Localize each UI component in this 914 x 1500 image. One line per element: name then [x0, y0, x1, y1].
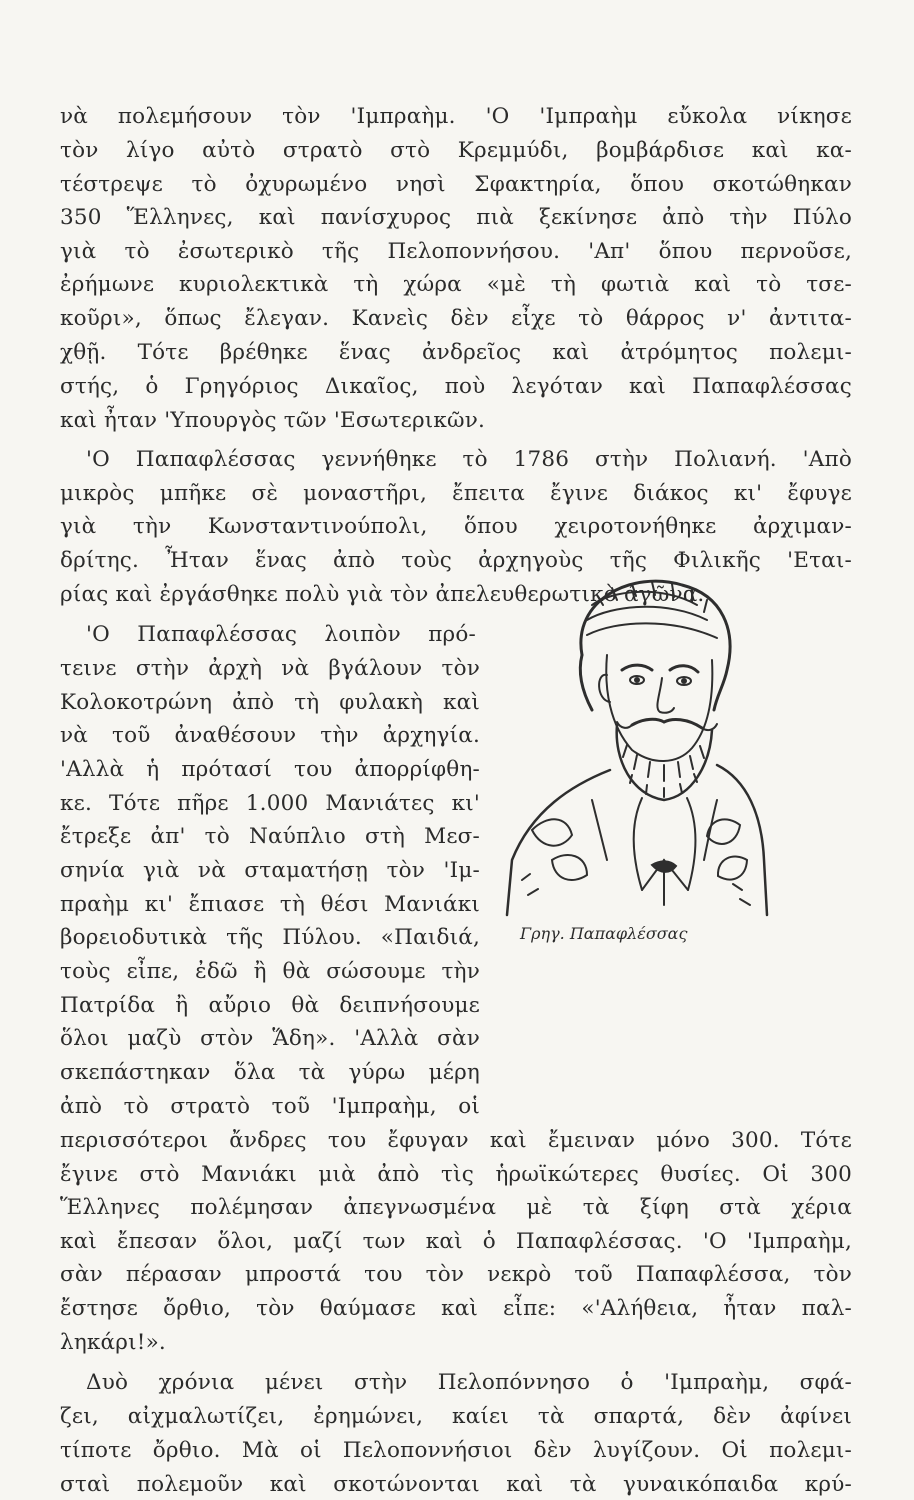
text-line: χθῇ. Τότε βρέθηκε ἕνας ἀνδρεῖος καὶ ἀτρόμητος πολεμι-	[60, 340, 852, 365]
text-line: γιὰ τὴν Κωνσταντινούπολι, ὅπου χειροτονήθηκε ἀρχιμαν-	[60, 514, 852, 539]
portrait-illustration	[492, 560, 772, 920]
text-line: ἐρήμωνε κυριολεκτικὰ τὴ χώρα «μὲ τὴ φωτιὰ καὶ τὸ τσε-	[60, 272, 852, 297]
text-line: μικρὸς μπῆκε σὲ μοναστῆρι, ἔπειτα ἔγινε διάκος κι' ἔφυγε	[60, 481, 852, 506]
text-line: σκεπάστηκαν ὅλα τὰ γύρω μέρη	[60, 1060, 480, 1085]
text-line: γιὰ τὸ ἐσωτερικὸ τῆς Πελοποννήσου. 'Απ' ὅπου περνοῦσε,	[60, 239, 852, 264]
text-line: ἔγινε στὸ Μανιάκι μιὰ ἀπὸ τὶς ἡρωϊκώτερες θυσίες. Οἱ 300	[60, 1162, 852, 1187]
text-line: τοὺς εἶπε, ἐδῶ ἢ θὰ σώσουμε τὴν	[60, 959, 480, 984]
text-line: 'Αλλὰ ἡ πρότασί του ἀπορρίφθη-	[60, 757, 480, 782]
text-line: τέστρεψε τὸ ὀχυρωμένο νησὶ Σφακτηρία, ὅπου σκοτώθηκαν	[60, 172, 852, 197]
text-line: κε. Τότε πῆρε 1.000 Μανιάτες κι'	[60, 791, 480, 816]
text-line: Κολοκοτρώνη ἀπὸ τὴ φυλακὴ καὶ	[60, 690, 480, 715]
text-line: νὰ τοῦ ἀναθέσουν τὴν ἀρχηγία.	[60, 723, 480, 748]
text-line: στής, ὁ Γρηγόριος Δικαῖος, ποὺ λεγόταν καὶ Παπαφλέσσας	[60, 374, 852, 399]
text-line: τίποτε ὄρθιο. Μὰ οἱ Πελοποννήσιοι δὲν λυγίζουν. Οἱ πολεμι-	[60, 1438, 852, 1463]
text-line: σηνία γιὰ νὰ σταματήσῃ τὸν 'Ιμ-	[60, 858, 480, 883]
text-line: δρίτης. Ἦταν ἕνας ἀπὸ τοὺς ἀρχηγοὺς τῆς Φιλικῆς 'Εται-	[60, 548, 852, 573]
text-line: ὅλοι μαζὺ στὸν Ἅδη». 'Αλλὰ σὰν	[60, 1026, 480, 1051]
text-line: ρίας καὶ ἐργάσθηκε πολὺ γιὰ τὸν ἀπελευθερωτικὸ ἀγῶνα.	[60, 582, 705, 607]
text-line: σταὶ πολεμοῦν καὶ σκοτώνονται καὶ τὰ γυναικόπαιδα κρύ-	[60, 1472, 852, 1497]
text-line: κοῦρι», ὅπως ἔλεγαν. Κανεὶς δὲν εἶχε τὸ θάρρος ν' ἀντιτα-	[60, 306, 852, 331]
text-line: 350 Ἕλληνες, καὶ πανίσχυρος πιὰ ξεκίνησε ἀπὸ τὴν Πύλο	[60, 205, 852, 230]
text-line: πραὴμ κι' ἔπιασε τὴ θέσι Μανιάκι	[60, 892, 480, 917]
text-line: νὰ πολεμήσουν τὸν 'Ιμπραὴμ. 'Ο 'Ιμπραὴμ εὔκολα νίκησε	[60, 104, 852, 129]
text-line: Δυὸ χρόνια μένει στὴν Πελοπόννησο ὁ 'Ιμπραὴμ, σφά-	[86, 1370, 852, 1395]
text-line: Πατρίδα ἢ αὔριο θὰ δειπνήσουμε	[60, 993, 480, 1018]
text-line: ἔστησε ὄρθιο, τὸν θαύμασε καὶ εἶπε: «'Αλήθεια, ἦταν παλ-	[60, 1296, 852, 1321]
text-line: ἀπὸ τὸ στρατὸ τοῦ 'Ιμπραὴμ, οἱ	[60, 1094, 480, 1119]
text-line: καὶ ἦταν 'Υπουργὸς τῶν 'Εσωτερικῶν.	[60, 408, 486, 433]
text-line: ληκάρι!».	[60, 1330, 166, 1355]
text-line: σὰν πέρασαν μπροστά του τὸν νεκρὸ τοῦ Παπαφλέσσα, τὸν	[60, 1262, 852, 1287]
text-line: τεινε στὴν ἀρχὴ νὰ βγάλουν τὸν	[60, 656, 480, 681]
text-line: ζει, αἰχμαλωτίζει, ἐρημώνει, καίει τὰ σπαρτά, δὲν ἀφίνει	[60, 1404, 852, 1429]
text-line: ἔτρεξε ἀπ' τὸ Ναύπλιο στὴ Μεσ-	[60, 824, 480, 849]
figure-caption: Γρηγ. Παπαφλέσσας	[520, 924, 688, 943]
text-line: 'Ο Παπαφλέσσας γεννήθηκε τὸ 1786 στὴν Πολιανή. 'Απὸ	[86, 447, 852, 472]
text-line: καὶ ἔπεσαν ὅλοι, μαζί των καὶ ὁ Παπαφλέσσας. 'Ο 'Ιμπραὴμ,	[60, 1229, 852, 1254]
text-line: περισσότεροι ἄνδρες του ἔφυγαν καὶ ἔμειναν μόνο 300. Τότε	[60, 1128, 852, 1153]
portrait-engraving-icon	[492, 560, 772, 920]
text-line: βορειοδυτικὰ τῆς Πύλου. «Παιδιά,	[60, 925, 480, 950]
text-line: τὸν λίγο αὐτὸ στρατὸ στὸ Κρεμμύδι, βομβάρδισε καὶ κα-	[60, 138, 852, 163]
text-line: 'Ο Παπαφλέσσας λοιπὸν πρό-	[86, 622, 476, 647]
text-line: Ἕλληνες πολέμησαν ἀπεγνωσμένα μὲ τὰ ξίφη στὰ χέρια	[60, 1195, 852, 1220]
